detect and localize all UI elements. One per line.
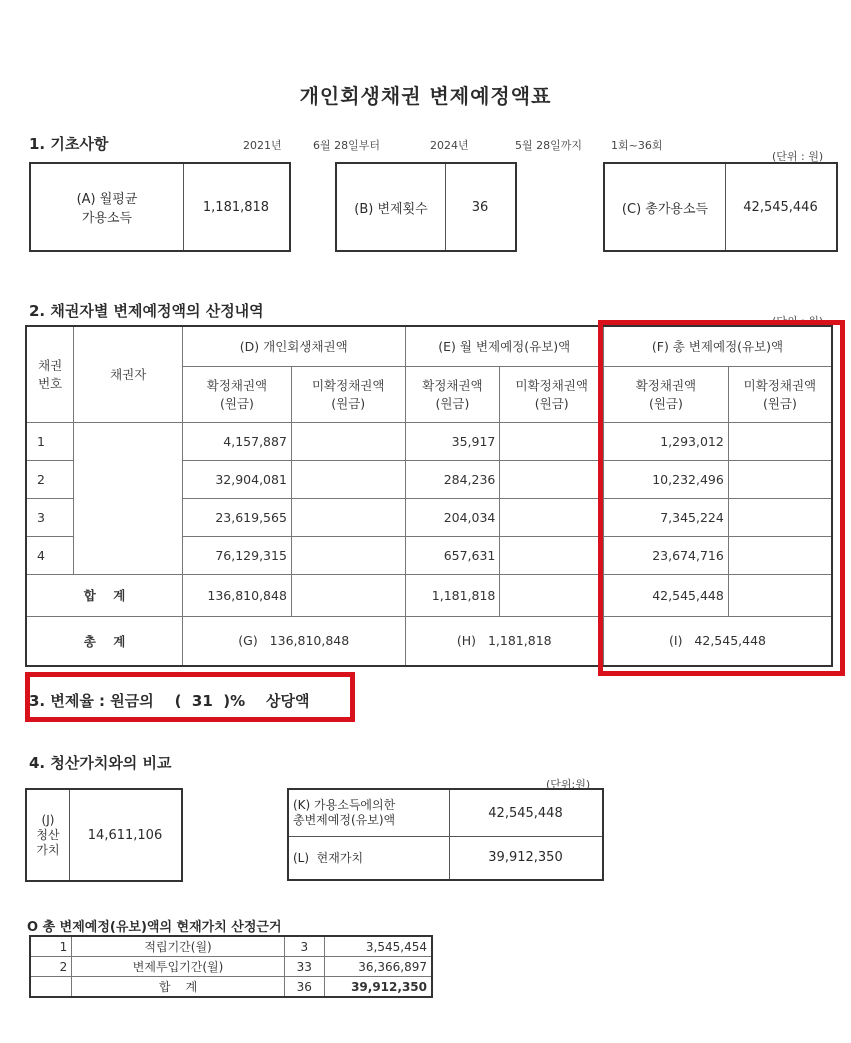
pv-total-months: 36 — [284, 977, 324, 998]
box-kl — [287, 788, 604, 881]
unit-label: (단위 : 원) — [772, 150, 824, 163]
row-d: 32,904,081 — [183, 460, 292, 498]
subtotal-d: 136,810,848 — [183, 574, 292, 616]
row-no: 3 — [26, 498, 74, 536]
period-start-md: 6월 28일부터 — [313, 139, 380, 152]
b-label: (B) 변제횟수 — [354, 201, 428, 217]
row-f: 23,674,716 — [604, 536, 729, 574]
pv-row-value: 3,545,454 — [324, 936, 432, 957]
pv-row-value: 36,366,897 — [324, 957, 432, 977]
header-e-unconfirmed: 미확정채권액 (원금) — [500, 366, 604, 422]
row-d: 76,129,315 — [183, 536, 292, 574]
k-label: (K) 가용소득에의한 총변제예정(유보)액 — [293, 798, 396, 827]
total-i: (I) 42,545,448 — [604, 616, 832, 666]
creditor-name-cell — [74, 422, 183, 574]
row-f: 10,232,496 — [604, 460, 729, 498]
highlight-box-f — [598, 320, 845, 676]
pv-total-label: 합 계 — [72, 977, 285, 998]
repayment-rate: 3. 변제율 : 원금의 ( 31 )% 상당액 — [29, 692, 310, 710]
table-row — [30, 936, 432, 957]
box-c — [603, 162, 838, 252]
pv-row-label: 변제투입기간(월) — [72, 957, 285, 977]
pv-row-no — [30, 977, 72, 998]
header-f-unconfirmed: 미확정채권액 (원금) — [728, 366, 832, 422]
pv-row-label: 적립기간(월) — [72, 936, 285, 957]
box-j — [25, 788, 183, 882]
pv-row-no: 1 — [30, 936, 72, 957]
pv-total-value: 39,912,350 — [324, 977, 432, 998]
row-d: 4,157,887 — [183, 422, 292, 460]
header-no: 채권 번호 — [26, 326, 74, 422]
table-row — [30, 977, 432, 998]
document-title: 개인회생채권 변제예정액표 — [299, 84, 552, 108]
header-f-confirmed: 확정채권액 (원금) — [604, 366, 729, 422]
row-no: 1 — [26, 422, 74, 460]
table-row — [30, 957, 432, 977]
section1-heading: 1. 기초사항 — [29, 135, 109, 153]
header-f: (F) 총 변제예정(유보)액 — [604, 326, 832, 366]
period-rounds: 1회~36회 — [611, 139, 663, 152]
header-e: (E) 월 변제예정(유보)액 — [405, 326, 604, 366]
header-d-confirmed: 확정채권액 (원금) — [183, 366, 292, 422]
header-d: (D) 개인회생채권액 — [183, 326, 406, 366]
section5-heading: O 총 변제예정(유보)액의 현재가치 산정근거 — [27, 920, 282, 935]
box-b — [335, 162, 517, 252]
header-d-unconfirmed: 미확정채권액 (원금) — [291, 366, 405, 422]
c-label: (C) 총가용소득 — [621, 201, 709, 217]
row-d: 23,619,565 — [183, 498, 292, 536]
a-label-1: (A) 월평균 — [76, 192, 138, 207]
pv-row-no: 2 — [30, 957, 72, 977]
j-label: (J) 청산 가치 — [36, 812, 60, 857]
row-no: 2 — [26, 460, 74, 498]
row-e: 35,917 — [405, 422, 500, 460]
k-value: 42,545,448 — [488, 805, 563, 821]
subtotal-e: 1,181,818 — [405, 574, 500, 616]
l-value: 39,912,350 — [488, 850, 563, 865]
period-end-year: 2024년 — [430, 139, 469, 152]
j-value: 14,611,106 — [87, 827, 163, 843]
section4-heading: 4. 청산가치와의 비교 — [29, 754, 172, 772]
a-label-2: 가용소득 — [81, 211, 133, 226]
a-value: 1,181,818 — [202, 199, 270, 215]
box-a — [29, 162, 291, 252]
pv-row-months: 3 — [284, 936, 324, 957]
row-e: 284,236 — [405, 460, 500, 498]
subtotal-f: 42,545,448 — [604, 574, 729, 616]
unit-label-2: (단위 : 원) — [772, 315, 824, 328]
row-e: 657,631 — [405, 536, 500, 574]
subtotal-label: 합 계 — [26, 574, 183, 616]
header-e-confirmed: 확정채권액 (원금) — [405, 366, 500, 422]
total-label: 총 계 — [26, 616, 183, 666]
unit-label-4: (단위:원) — [546, 778, 591, 791]
b-value: 36 — [471, 199, 489, 215]
period-start-year: 2021년 — [243, 139, 282, 152]
highlight-box-rate — [25, 672, 355, 722]
present-value-table — [29, 935, 433, 998]
c-value: 42,545,446 — [743, 199, 818, 215]
total-g: (G) 136,810,848 — [183, 616, 406, 666]
section2-heading: 2. 채권자별 변제예정액의 산정내역 — [29, 302, 264, 320]
total-h: (H) 1,181,818 — [405, 616, 604, 666]
l-label: (L) 현재가치 — [293, 851, 364, 865]
row-e: 204,034 — [405, 498, 500, 536]
row-f: 1,293,012 — [604, 422, 729, 460]
period-end-md: 5월 28일까지 — [515, 139, 582, 152]
pv-row-months: 33 — [284, 957, 324, 977]
header-creditor: 채권자 — [74, 326, 183, 422]
row-no: 4 — [26, 536, 74, 574]
row-f: 7,345,224 — [604, 498, 729, 536]
